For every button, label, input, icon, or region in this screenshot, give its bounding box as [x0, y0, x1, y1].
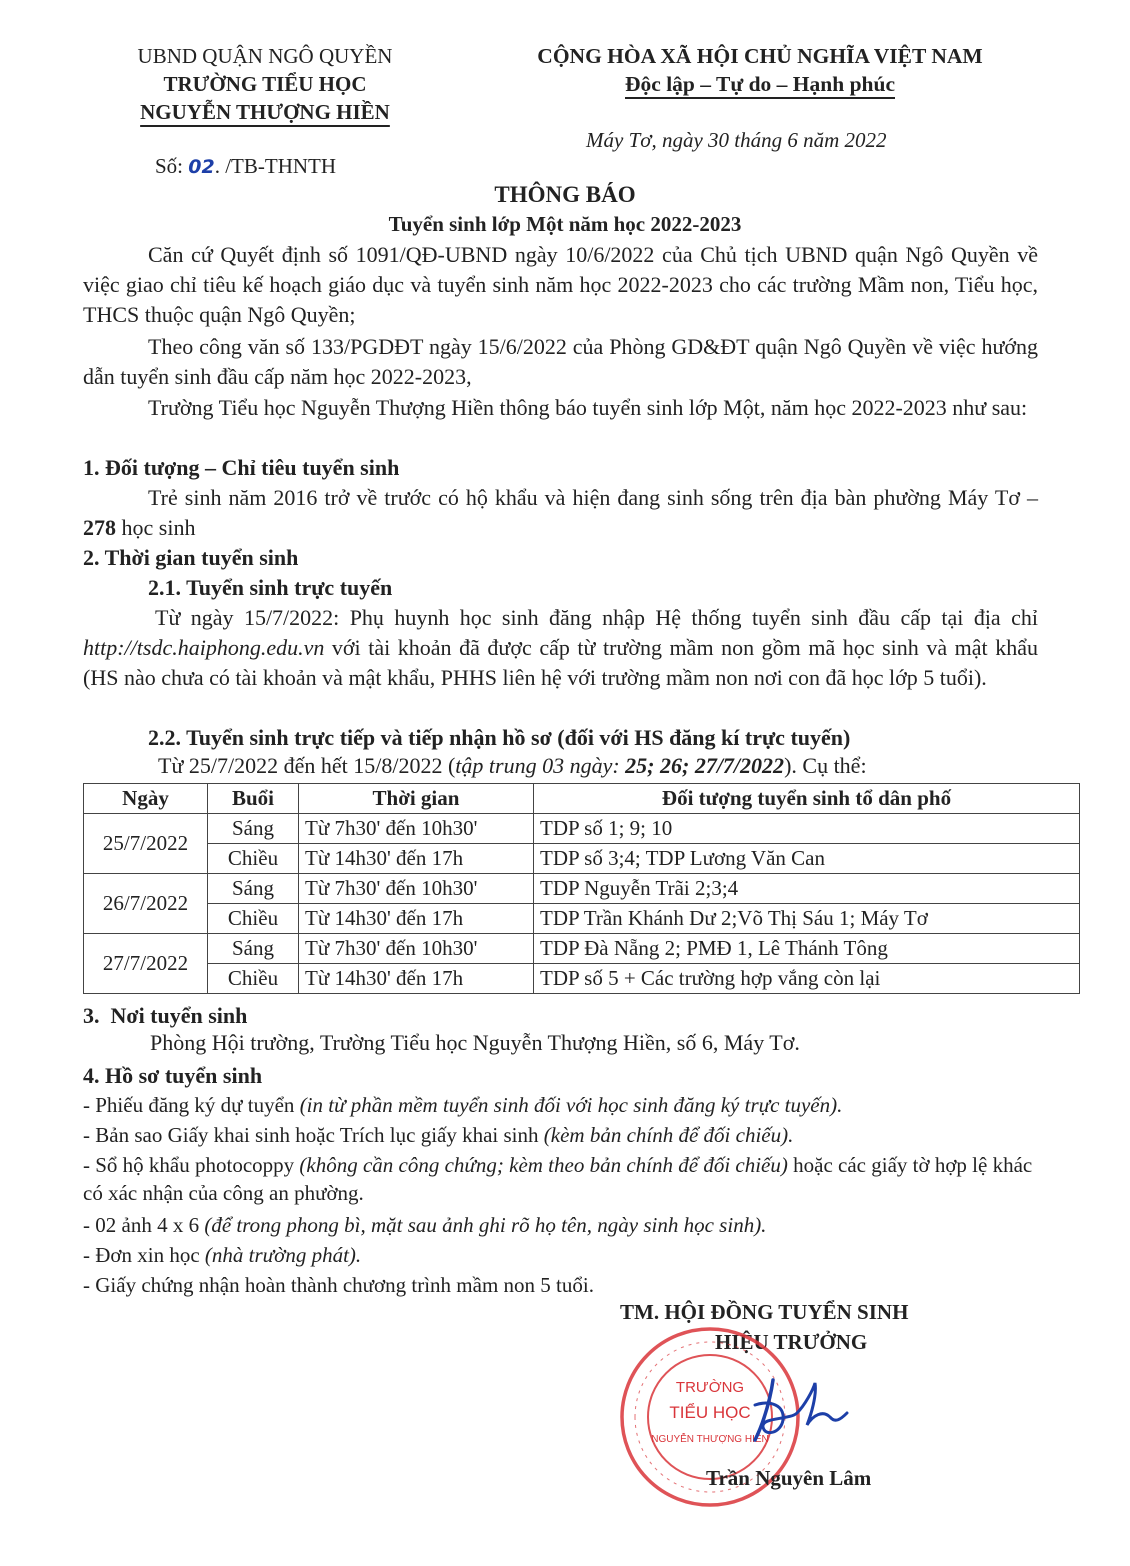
intro-text-3: Trường Tiểu học Nguyễn Thượng Hiền thông báo tuyển sinh lớp Một, năm học 2022-2023 như sau:: [148, 395, 1028, 420]
section-2-2-text-b: ). Cụ thể:: [784, 753, 867, 778]
table-row: [84, 874, 1080, 904]
table-row: [84, 844, 1080, 874]
national-title: CỘNG HÒA XÃ HỘI CHỦ NGHĨA VIỆT NAM: [537, 44, 983, 68]
date-cell: 27/7/2022: [84, 934, 208, 994]
section-2-2-text-a: Từ 25/7/2022 đến hết 15/8/2022 (: [158, 753, 456, 778]
document-title: THÔNG BÁO: [494, 182, 636, 207]
session-cell: Chiều: [208, 964, 299, 994]
section-1-text-b: học sinh: [116, 515, 196, 540]
time-cell: Từ 7h30' đến 10h30': [299, 934, 534, 964]
date-cell: 25/7/2022: [84, 814, 208, 874]
school-name-line1: TRƯỜNG TIỂU HỌC: [163, 72, 367, 96]
list-item: - Bản sao Giấy khai sinh hoặc Trích lục giấy khai sinh (kèm bản chính để đối chiếu).: [83, 1123, 794, 1147]
session-cell: Sáng: [208, 874, 299, 904]
signature-title-1: TM. HỘI ĐỒNG TUYỂN SINH: [620, 1300, 909, 1324]
target-cell: TDP Nguyễn Trãi 2;3;4: [534, 874, 1080, 904]
section-2-2-text: [158, 753, 867, 779]
list-item: - Giấy chứng nhận hoàn thành chương trình mầm non 5 tuổi.: [83, 1273, 594, 1297]
section-2-2-heading: 2.2. Tuyển sinh trực tiếp và tiếp nhận hồ sơ (đối với HS đăng kí trực tuyến): [148, 725, 851, 750]
number-handwritten: 02: [188, 156, 215, 178]
stamp-line-1: TRƯỜNG: [675, 1379, 745, 1396]
section-2-1-text-b: với tài khoản đã được cấp từ trường mầm non gồm mã học sinh và mật khẩu (HS nào chưa có tài khoản và mật khẩu, PHHS liên hệ với trường mầm non nơi con đã học lớp 5 tuổi).: [83, 635, 1038, 690]
section-3-text: Phòng Hội trường, Trường Tiểu học Nguyễn Thượng Hiền, số 6, Máy Tơ.: [150, 1030, 800, 1055]
col-header-date: Ngày: [84, 784, 208, 814]
signature-title-2: HIỆU TRƯỞNG: [715, 1330, 868, 1354]
time-cell: Từ 14h30' đến 17h: [299, 964, 534, 994]
col-header-time: Thời gian: [299, 784, 534, 814]
col-header-target: Đối tượng tuyển sinh tổ dân phố: [534, 784, 1080, 814]
document-date: Máy Tơ, ngày 30 tháng 6 năm 2022: [586, 128, 887, 152]
agency-name: UBND QUẬN NGÔ QUYỀN: [137, 44, 393, 68]
section-2-1-text-a: Từ ngày 15/7/2022: Phụ huynh học sinh đăng nhập Hệ thống tuyển sinh đầu cấp tại địa chỉ: [155, 605, 1038, 630]
table-row: [84, 904, 1080, 934]
quota-count: 278: [83, 515, 116, 540]
list-item: - Đơn xin học (nhà trường phát).: [83, 1243, 362, 1267]
date-cell: 26/7/2022: [84, 874, 208, 934]
list-item: - Phiếu đăng ký dự tuyển (in từ phần mềm tuyển sinh đối với học sinh đăng ký trực tuyến).: [83, 1093, 843, 1117]
stamp-line-2: TIỂU HỌC: [669, 1403, 751, 1422]
section-2-2-italic: tập trung 03 ngày:: [455, 753, 620, 778]
session-cell: Chiều: [208, 844, 299, 874]
signer-name: Trần Nguyên Lâm: [706, 1466, 872, 1490]
intro-paragraph-3: [83, 393, 1038, 423]
table-row: [84, 964, 1080, 994]
time-cell: Từ 7h30' đến 10h30': [299, 874, 534, 904]
time-cell: Từ 14h30' đến 17h: [299, 844, 534, 874]
section-2-1-heading: 2.1. Tuyển sinh trực tuyến: [148, 575, 393, 600]
intro-text-1: Căn cứ Quyết định số 1091/QĐ-UBND ngày 10/6/2022 của Chủ tịch UBND quận Ngô Quyền về việc giao chỉ tiêu kế hoạch giáo dục và tuyển sinh năm học 2022-2023 cho các trường Mầm non, Tiểu học, THCS thuộc quận Ngô Quyền;: [83, 242, 1038, 327]
section-4-heading: 4. Hồ sơ tuyển sinh: [83, 1063, 263, 1088]
table-row: [84, 934, 1080, 964]
time-cell: Từ 14h30' đến 17h: [299, 904, 534, 934]
number-prefix: Số:: [155, 154, 184, 178]
table-header-row: [84, 784, 1080, 814]
target-cell: TDP số 3;4; TDP Lương Văn Can: [534, 844, 1080, 874]
intro-paragraph-2: [83, 332, 1038, 392]
section-2-heading: 2. Thời gian tuyển sinh: [83, 545, 299, 570]
agency-header: [100, 42, 430, 126]
signature-icon: [735, 1365, 855, 1455]
target-cell: TDP số 1; 9; 10: [534, 814, 1080, 844]
section-1-text: [83, 483, 1038, 543]
col-header-session: Buổi: [208, 784, 299, 814]
session-cell: Sáng: [208, 814, 299, 844]
schedule-table: [83, 783, 1080, 994]
section-1-text-a: Trẻ sinh năm 2016 trở về trước có hộ khẩu và hiện đang sinh sống trên địa bàn phường Máy Tơ –: [148, 485, 1038, 510]
target-cell: TDP Đà Nẵng 2; PMĐ 1, Lê Thánh Tông: [534, 934, 1080, 964]
number-suffix: . /TB-THNTH: [214, 154, 337, 178]
national-header: [490, 42, 1030, 98]
section-2-2-dates: 25; 26; 27/7/2022: [619, 753, 785, 778]
document-subtitle: Tuyển sinh lớp Một năm học 2022-2023: [388, 212, 742, 236]
handwritten-signature: [735, 1365, 855, 1455]
table-row: [84, 814, 1080, 844]
document-number: [155, 154, 336, 179]
time-cell: Từ 7h30' đến 10h30': [299, 814, 534, 844]
target-cell: TDP số 5 + Các trường hợp vắng còn lại: [534, 964, 1080, 994]
list-item: - 02 ảnh 4 x 6 (để trong phong bì, mặt sau ảnh ghi rõ họ tên, ngày sinh học sinh).: [83, 1213, 767, 1237]
school-name-line2: NGUYỄN THƯỢNG HIỀN: [140, 100, 390, 124]
session-cell: Sáng: [208, 934, 299, 964]
section-3-heading: 3. Nơi tuyển sinh: [83, 1003, 248, 1028]
stamp-line-3: NGUYỄN THƯỢNG HIỀN: [651, 1434, 769, 1445]
enrollment-url-link[interactable]: http://tsdc.haiphong.edu.vn: [83, 635, 325, 660]
section-2-1-text: [83, 603, 1038, 693]
session-cell: Chiều: [208, 904, 299, 934]
national-motto: Độc lập – Tự do – Hạnh phúc: [625, 72, 895, 96]
target-cell: TDP Trần Khánh Dư 2;Võ Thị Sáu 1; Máy Tơ: [534, 904, 1080, 934]
intro-paragraph-1: [83, 240, 1038, 330]
section-1-heading: 1. Đối tượng – Chỉ tiêu tuyển sinh: [83, 455, 400, 480]
list-item: - Sổ hộ khẩu photocoppy (không cần công chứng; kèm theo bản chính để đối chiếu) hoặc các giấy tờ hợp lệ khác có xác nhận của công an phường.: [83, 1153, 1033, 1205]
intro-text-2: Theo công văn số 133/PGDĐT ngày 15/6/2022 của Phòng GD&ĐT quận Ngô Quyền về việc hướng dẫn tuyển sinh đầu cấp năm học 2022-2023,: [83, 334, 1038, 389]
